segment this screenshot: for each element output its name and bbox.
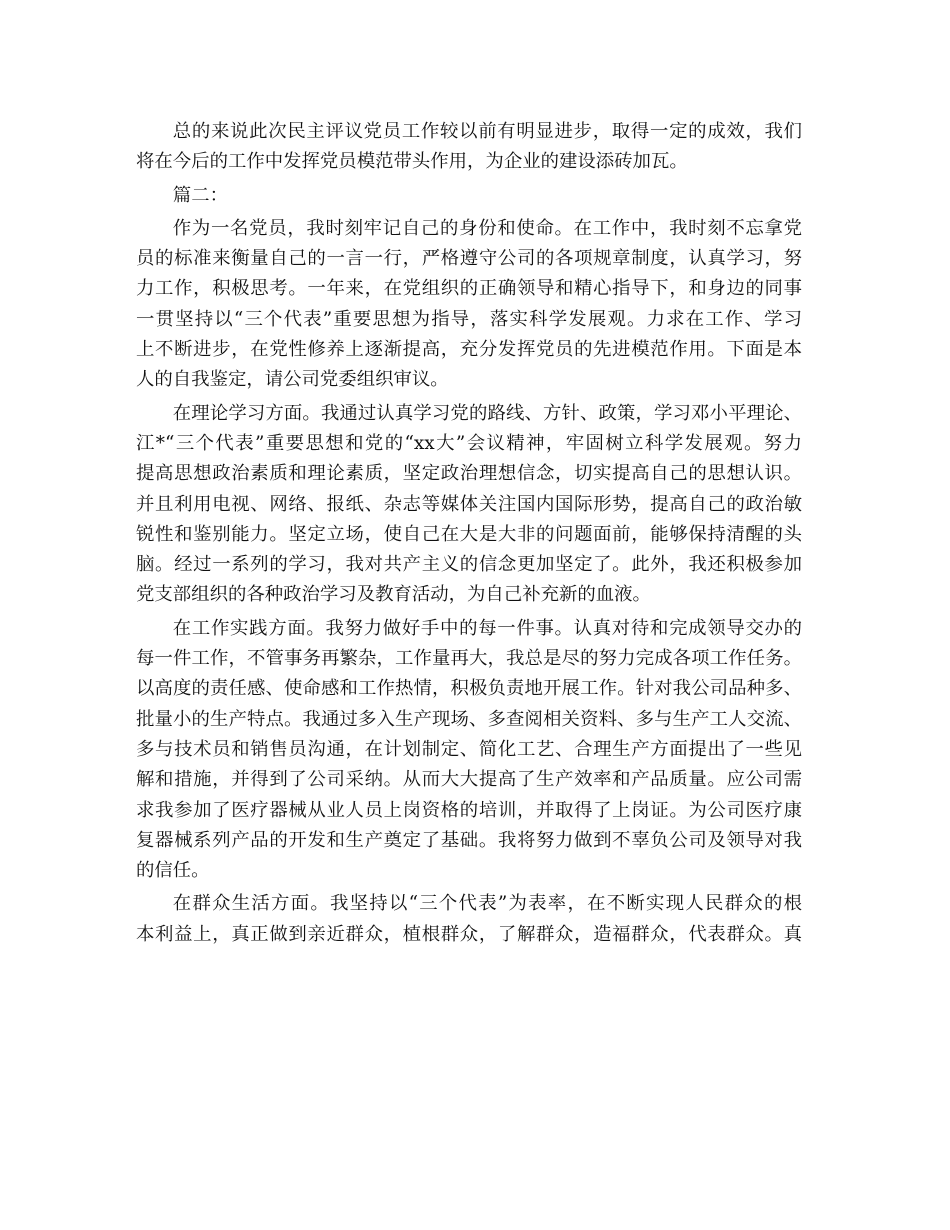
text-line: 将在今后的工作中发挥党员模范带头作用，为企业的建设添砖加瓦。 <box>136 151 688 173</box>
text-line: 总的来说此次民主评议党员工作较以前有明显进步，取得一定的成效，我们 <box>172 121 802 142</box>
text-line: 力工作，积极思考。一年来，在党组织的正确领导和精心指导下，和身边的同事 <box>136 278 802 300</box>
text-line: 在理论学习方面。我通过认真学习党的路线、方针、政策，学习邓小平理论、 <box>172 402 802 424</box>
text-line: 作为一名党员，我时刻牢记自己的身份和使命。在工作中，我时刻不忘拿党 <box>172 217 802 239</box>
text-line: 锐性和鉴别能力。坚定立场，使自己在大是大非的问题面前，能够保持清醒的头 <box>136 523 802 545</box>
section-heading <box>136 181 802 211</box>
text-line: 脑。经过一系列的学习，我对共产主义的信念更加坚定了。此外，我还积极参加 <box>136 554 802 576</box>
text-line: 以高度的责任感、使命感和工作热情，积极负责地开展工作。针对我公司品种多、 <box>136 678 802 700</box>
text-line: 解和措施，并得到了公司采纳。从而大大提高了生产效率和产品质量。应公司需 <box>136 769 802 791</box>
text-line: 人的自我鉴定，请公司党委组织审议。 <box>136 369 449 391</box>
paragraph <box>136 614 802 887</box>
text-line: 每一件工作，不管事务再繁杂，工作量再大，我总是尽的努力完成各项工作任务。 <box>136 648 802 670</box>
paragraph <box>136 214 802 396</box>
text-line: 篇二： <box>172 184 228 206</box>
text-line: 并且利用电视、网络、报纸、杂志等媒体关注国内国际形势，提高自己的政治敏 <box>136 493 802 515</box>
text-line: 多与技术员和销售员沟通，在计划制定、简化工艺、合理生产方面提出了一些见 <box>136 738 802 760</box>
text-line: 复器械系列产品的开发和生产奠定了基础。我将努力做到不辜负公司及领导对我 <box>136 829 802 851</box>
text-line: 求我参加了医疗器械从业人员上岗资格的培训，并取得了上岗证。为公司医疗康 <box>136 799 802 821</box>
text-line: 员的标准来衡量自己的一言一行，严格遵守公司的各项规章制度，认真学习，努 <box>136 248 802 270</box>
text-line: 本利益上，真正做到亲近群众，植根群众，了解群众，造福群众，代表群众。真 <box>136 923 802 945</box>
text-line: 的信任。 <box>136 860 210 882</box>
text-line: 上不断进步，在党性修养上逐渐提高，充分发挥党员的先进模范作用。下面是本 <box>136 339 802 361</box>
text-line: 一贯坚持以“三个代表”重要思想为指导，落实科学发展观。力求在工作、学习 <box>136 308 802 330</box>
text-line: 党支部组织的各种政治学习及教育活动，为自己补充新的血液。 <box>136 584 651 606</box>
text-line: 在群众生活方面。我坚持以“三个代表”为表率，在不断实现人民群众的根 <box>172 893 802 915</box>
document-body <box>136 117 802 950</box>
paragraph <box>136 117 802 178</box>
paragraph <box>136 399 802 611</box>
paragraph <box>136 889 802 950</box>
text-line: 提高思想政治素质和理论素质，坚定政治理想信念，切实提高自己的思想认识。 <box>136 463 802 485</box>
text-line: 批量小的生产特点。我通过多入生产现场、多查阅相关资料、多与生产工人交流、 <box>136 708 802 730</box>
text-line: 在工作实践方面。我努力做好手中的每一件事。认真对待和完成领导交办的 <box>172 617 802 639</box>
text-line: 江*“三个代表”重要思想和党的“xx大”会议精神，牢固树立科学发展观。努力 <box>136 432 802 454</box>
